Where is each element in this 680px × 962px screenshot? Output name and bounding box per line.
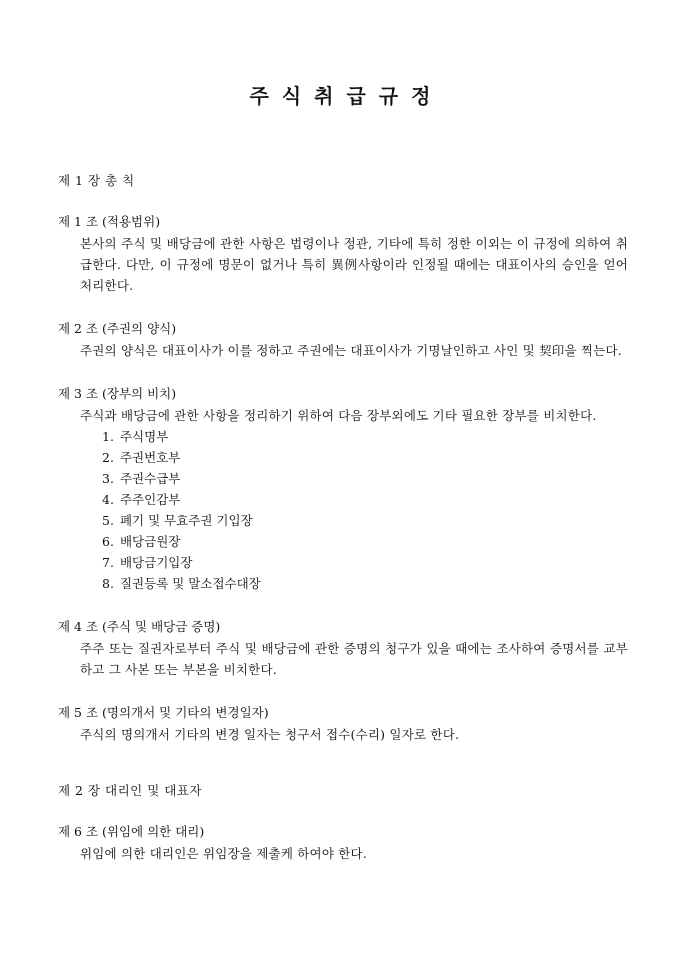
list-item-text: 주권수급부 (119, 471, 181, 486)
list-item-text: 주권번호부 (119, 450, 181, 465)
article-2 (58, 318, 628, 361)
ledger-list (58, 426, 628, 594)
article-1 (58, 211, 628, 296)
article-1-heading: 제 1 조 (적용범위) (58, 214, 161, 229)
list-item (102, 552, 628, 573)
chapter-2-heading: 제 2 장 대리인 및 대표자 (58, 783, 202, 798)
list-item-number: 8. (102, 576, 114, 591)
list-item (102, 447, 628, 468)
list-item-text: 주주인감부 (119, 492, 181, 507)
list-item (102, 573, 628, 594)
article-4-heading: 제 4 조 (주식 및 배당금 증명) (58, 619, 221, 634)
list-item-number: 4. (102, 492, 114, 507)
article-5-body: 주식의 명의개서 기타의 변경 일자는 청구서 접수(수리) 일자로 한다. (80, 727, 460, 742)
article-5 (58, 702, 628, 745)
article-5-heading: 제 5 조 (명의개서 및 기타의 변경일자) (58, 705, 269, 720)
article-6 (58, 821, 628, 864)
article-3-body: 주식과 배당금에 관한 사항을 정리하기 위하여 다음 장부외에도 기타 필요한 장부를 비치한다. (80, 408, 597, 423)
article-3-heading: 제 3 조 (장부의 비치) (58, 386, 177, 401)
list-item (102, 531, 628, 552)
list-item-text: 질권등록 및 말소접수대장 (119, 576, 261, 591)
list-item (102, 510, 628, 531)
article-2-heading: 제 2 조 (주권의 양식) (58, 321, 177, 336)
article-6-heading: 제 6 조 (위임에 의한 대리) (58, 824, 205, 839)
article-6-body: 위임에 의한 대리인은 위임장을 제출케 하여야 한다. (80, 846, 367, 861)
list-item (102, 468, 628, 489)
list-item-number: 7. (102, 555, 114, 570)
article-3 (58, 383, 628, 594)
list-item-number: 2. (102, 450, 114, 465)
list-item-text: 배당금원장 (119, 534, 181, 549)
document-content (58, 171, 628, 886)
list-item-number: 3. (102, 471, 114, 486)
list-item-number: 5. (102, 513, 114, 528)
list-item-text: 폐기 및 무효주권 기입장 (119, 513, 253, 528)
article-2-body: 주권의 양식은 대표이사가 이를 정하고 주권에는 대표이사가 기명날인하고 사인 및 契印을 찍는다. (80, 343, 622, 358)
article-4-body: 주주 또는 질권자로부터 주식 및 배당금에 관한 증명의 청구가 있을 때에는 조사하여 증명서를 교부하고 그 사본 또는 부본을 비치한다. (80, 641, 628, 677)
list-item-text: 주식명부 (119, 429, 169, 444)
chapter-1-heading: 제 1 장 총 칙 (58, 173, 135, 188)
list-item (102, 426, 628, 447)
document-title: 주식취급규정 (249, 84, 444, 108)
list-item-number: 1. (102, 429, 114, 444)
list-item (102, 489, 628, 510)
article-4 (58, 616, 628, 680)
list-item-number: 6. (102, 534, 114, 549)
list-item-text: 배당금기입장 (119, 555, 193, 570)
article-1-body: 본사의 주식 및 배당금에 관한 사항은 법령이나 정관, 기타에 특히 정한 이외는 이 규정에 의하여 취급한다. 다만, 이 규정에 명문이 없거나 특히 異例사항이라 인정될 때에는 대표이사의 승인을 얻어 처리한다. (80, 236, 628, 293)
